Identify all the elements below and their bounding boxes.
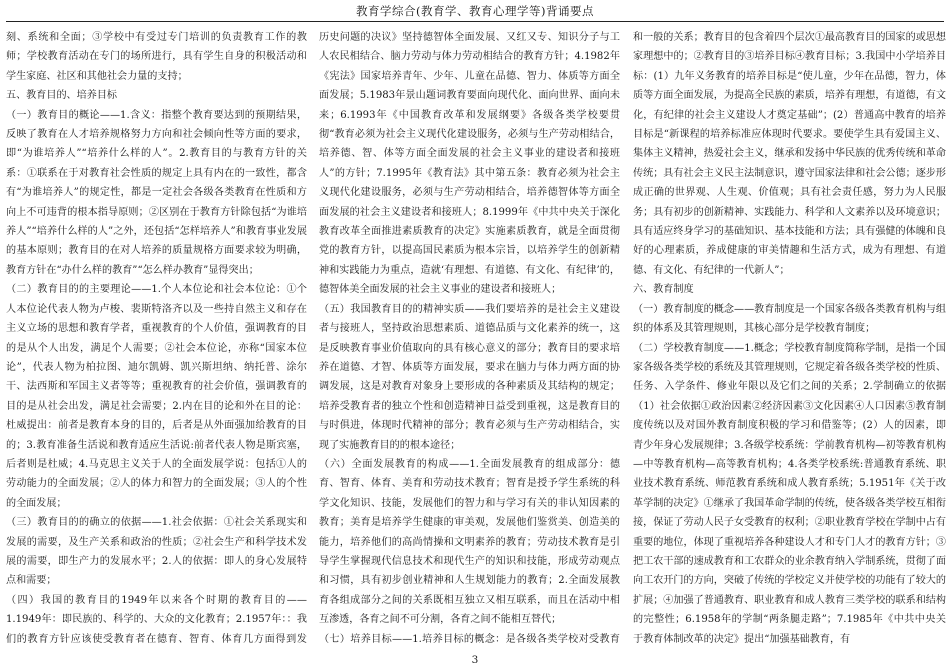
paragraph: 刻、系统和全面；③学校中有受过专门培训的负责教育工作的教师；学校教育活动在专门的场所进行，具有学生自身的积极活动和学生家庭、社区和其他社会力量的支持； <box>6 32 307 82</box>
paragraph: （二）学校教育制度——1.概念；学校教育制度简称学制，是指一个国家各级各类学校的系统及其管理规则，它规定着各级各类学校的性质、任务、入学条件、修业年限以及它们之间的关系；2.学制确立的依据（1）社会依据①政治因素②经济因素③文化因素④人口因素⑤教育制度传统以及对国外教育制度积极的学习和借鉴等；(2）人的因素，即青少年身心发展规律；3.各级学校系统：学前教育机构—初等教育机构—中等教育机构—高等教育机构；4.各类学校系统:普通教育系统、职业技术教育系统、师范教育系统和成人教育系统；5.1951年《关于改革学制的决定》①继承了我国革命学制的传统，使各级各类学校互相衔接，保证了劳动人民子女受教育的权利；②职业教育学校在学制中占有重要的地位，体现了重视培养各种建设人才和专门人才的教育方针；③把工农干部的速成教育和工农群众的业余教育纳入学制系统，贯彻了面向工农开门的方向，突破了传统的学校定义并使学校的功能有了较大的扩展；④加强了普通教育、职业教育和成人教育三类学校的联系和结构的完整性；6.1958年的学制“两条腿走路”；7.1985年《中共中央关于教育体制改革的决定》提出“加强基础教育，有 <box>633 342 946 645</box>
paragraph: （一）教育制度的概念——教育制度是一个国家各级各类教育机构与组织的体系及其管理规则，其核心部分是学校教育制度； <box>633 303 946 335</box>
paragraph: （四）我国的教育目的1949年以来各个时期的教育目的——1.1949年：即民族的、科学的、大众的文化教育；2.1957年：：我们的教育方针应该使受教育者在德育、智育、体育几方面得到发 <box>6 594 307 645</box>
paragraph: （二）教育目的的主要理论——1.个人本位论和社会本位论：①个人本位论代表人物为卢梭、裴斯特洛齐以及一些持自然主义和存在主义立场的思想和教育学者，重视教育的个人价值，强调教育的目的是从个人出发，满足个人需要；②社会本位论，亦称“国家本位论”，代表人物为柏拉图、迪尔凯姆、凯兴斯坦纳、纳托普、涂尔干、法西斯和军国主义者等等；重视教育的社会价值，强调教育的目的是从社会出发，满足社会需要；2.内在目的论和外在目的论：杜威提出：前者是教育本身的目的，后者是从外面强加给教育的目的；3.教育准备生活说和教育适应生活说:前者代表人物是斯宾塞，后者则是杜威；4.马克思主义关于人的全面发展学说：包括①人的劳动能力的全面发展；②人的体力和智力的全面发展；③人的个性的全面发展； <box>6 284 307 509</box>
section-heading: 五、教育目的、培养目标 <box>6 90 118 102</box>
column-2 <box>319 28 620 648</box>
text-columns <box>6 28 946 648</box>
paragraph: （五）我国教育目的的精神实质——我们要培养的是社会主义建设者与接班人，坚持政治思想素质、道德品质与文化素养的统一，这是反映教育事业价值取向的具有核心意义的部分；教育目的要求培养在道德、才智、体质等方面发展，要求在脑力与体力两方面的协调发展，这是对教育对象身上要形成的各种素质及其结构的规定；培养受教育者的独立个性和创造精神日益受到重视，这是教育目的与时俱进，体现时代精神的部分；教育必须与生产劳动相结合，实现了实施教育目的的根本途径； <box>319 303 620 451</box>
page-number: 3 <box>471 654 479 666</box>
header-divider <box>6 21 944 22</box>
column-3 <box>633 28 946 648</box>
paragraph: （三）教育目的的确立的依据——1.社会依据：①社会关系现实和发展的需要，及生产关系和政治的性质；②社会生产和科学技术发展的需要，即生产力的发展水平；2.人的依据：即人的身心发展特点和需要； <box>6 517 307 587</box>
paragraph: 历史问题的决议》坚持德智体全面发展、又红又专、知识分子与工人农民相结合、脑力劳动与体力劳动相结合的教育方针；4.1982年《宪法》国家培养青年、少年、儿童在品德、智力、体质等方面全面发展；5.1983年景山题词教育要面向现代化、面向世界、面向未来；6.1993年《中国教育改革和发展纲要》各级各类学校要贯彻“教育必须为社会主义现代化建设服务，必须与生产劳动相结合，培养德、智、体等方面全面发展的社会主义事业的建设者和接班人”的方针；7.1995年《教育法》其中第五条：教育必须为社会主义现代化建设服务，必须与生产劳动相结合，培养德智体等方面全面发展的社会主义建设者和接班人；8.1999年《中共中央关于深化教育改革全面推进素质教育的决定》实施素质教育，就是全面贯彻党的教育方针，以提高国民素质为根本宗旨，以培养学生的创新精神和实践能力为重点，造就‘有理想、有道德、有文化、有纪律’的，德智体美全面发展的社会主义事业的建设者和接班人； <box>319 32 620 296</box>
paragraph: （一）教育目的概论——1.含义：指整个教育要达到的预期结果，反映了教育在人才培养规格努力方向和社会倾向性等方面的要求，即“为谁培养人”“培养什么样的人”。2.教育目的与教育方针的关系：①联系在于对教育社会性质的规定上具有内在的一致性，都含有“为谁培养人”的规定性，都是一定社会各级各类教育在性质和方向上不可违背的根本指导原则；②区别在于教育方针除包括“为谁培养人”“培养什么样的人”之外，还包括“怎样培养人”和教育事业发展的基本原则；教育目的在对人培养的质量规格方面要求较为明确，教育方针在“办什么样的教育”“怎么样办教育”显得突出； <box>6 109 307 276</box>
column-1 <box>6 28 307 648</box>
paragraph: 和一般的关系；教育目的包含着四个层次①最高教育目的国家的或思想家理想中的；②教育目的③培养目标④教育目标；3.我国中小学培养目标：(1）九年义务教育的培养目标是“使儿童，少年在品德，智力，体质等方面全面发展，为提高全民族的素质，培养有理想，有道德，有文化，有纪律的社会主义建设人才奠定基础”；(2）普通高中教育的培养目标是“新课程的培养标准应体现时代要求。要使学生具有爱国主义、集体主义精神，热爱社会主义，继承和发扬中华民族的优秀传统和革命传统；具有社会主义民主法制意识，遵守国家法律和社会公德；逐步形成正确的世界观、人生观、价值观；具有社会责任感，努力为人民服务；具有初步的创新精神、实践能力、科学和人文素养以及环境意识；具有适应终身学习的基础知识、基本技能和方法；具有强健的体魄和良好的心理素质，养成健康的审美情趣和生活方式，成为有理想、有道德、有文化、有纪律的一代新人”； <box>633 32 946 276</box>
section-heading: 六、教育制度 <box>633 284 694 296</box>
paragraph: （六）全面发展教育的构成——1.全面发展教育的组成部分：德育、智育、体育、美育和劳动技术教育；智育是授予学生系统的科学文化知识、技能，发展他们的智力和与学习有关的非认知因素的教育；美育是培养学生健康的审美观，发展他们鉴赏美、创造美的能力，培养他们的高尚情操和文明素养的教育；劳动技术教育是引导学生掌握现代信息技术和现代生产的知识和技能，形成劳动观点和习惯，具有初步创业精神和人生规划能力的教育；2.全面发展教育各组成部分之间的关系既相互独立又相互联系，而且在活动中相互渗透，各育之间不可分割，各育之间不能相互替代； <box>319 458 620 626</box>
paragraph: （七）培养目标——1.培养目标的概念：是各级各类学校对受教育 <box>319 633 620 645</box>
page-header-title: 教育学综合(教育学、教育心理学等)背诵要点 <box>356 4 594 18</box>
